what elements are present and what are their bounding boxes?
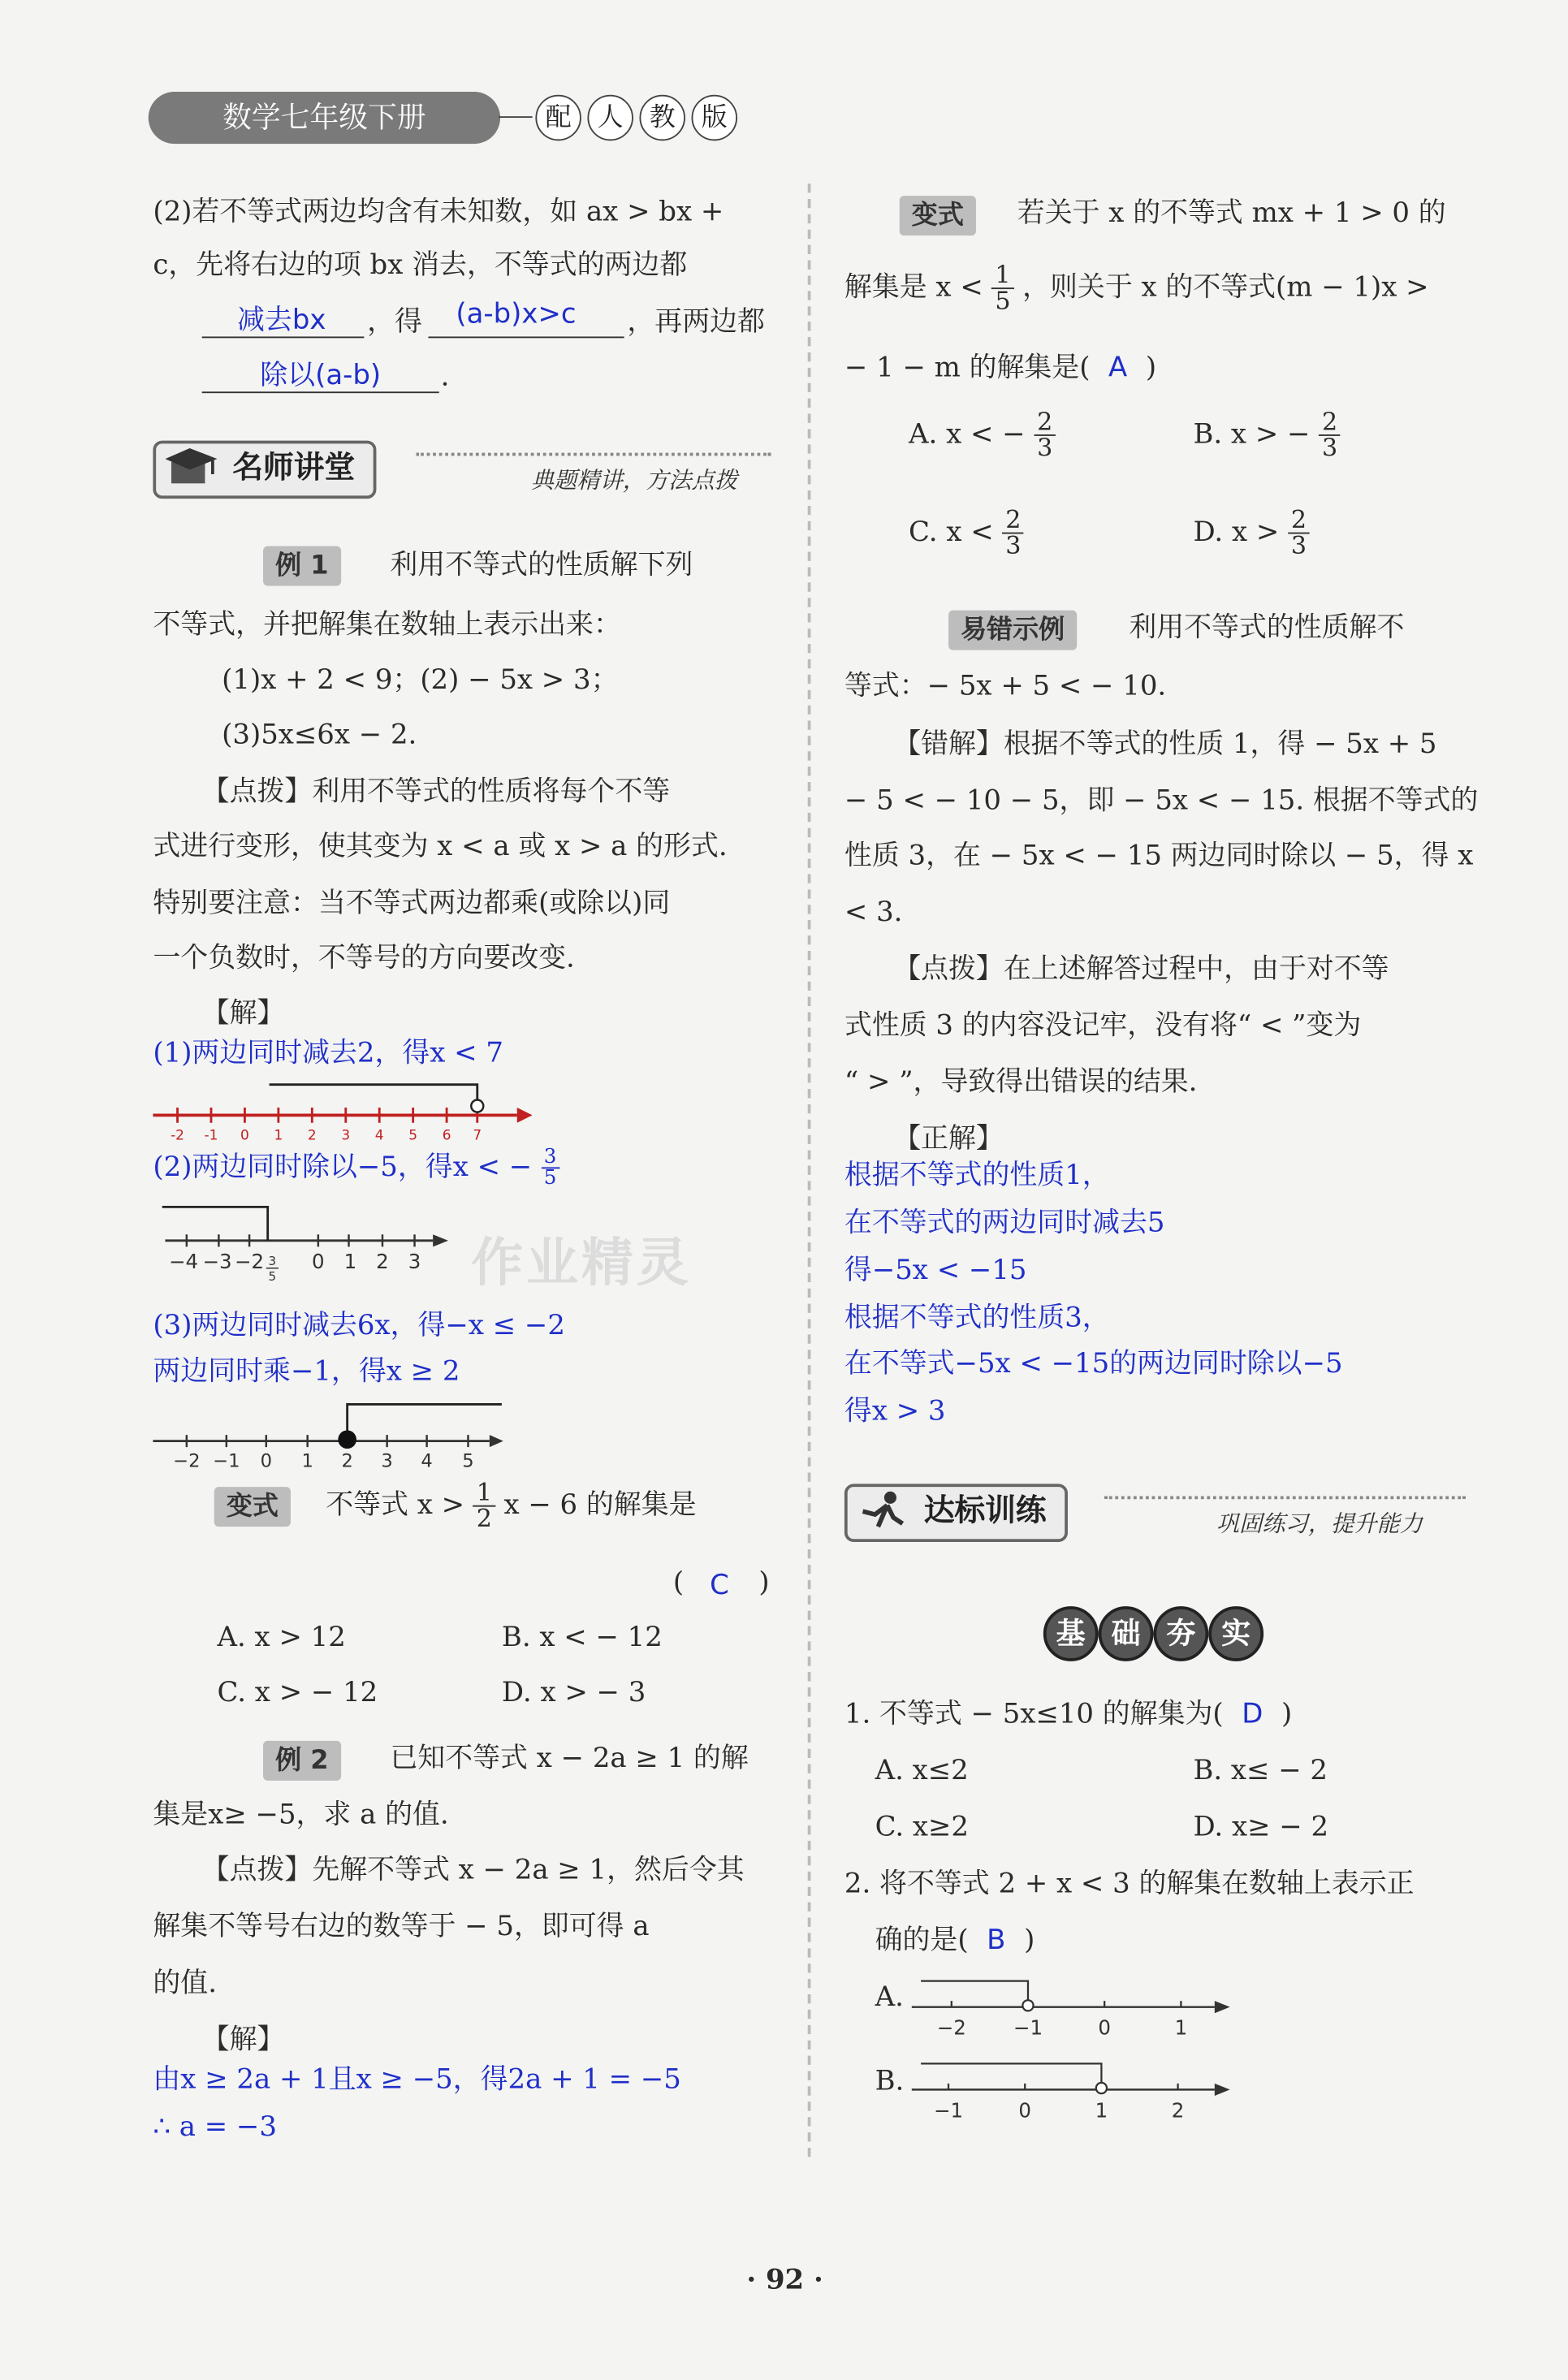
- question-1: 1. 不等式 − 5x≤10 的解集为( D ): [844, 1698, 1293, 1730]
- number-line-1: [150, 1075, 536, 1142]
- question-1-option-b: B. x≤ − 2: [1193, 1754, 1328, 1787]
- axisA-label-1: −1: [1013, 2015, 1043, 2040]
- column-divider: [808, 184, 811, 2157]
- mistake-tip-1: 【点拨】在上述解答过程中，由于对不等: [893, 952, 1389, 986]
- question-1-answer: D: [1242, 1698, 1263, 1730]
- example-1-line-4: (3)5x≤6x − 2.: [222, 719, 417, 751]
- header-connector: [499, 116, 532, 118]
- mistake-err-4: < 3.: [844, 896, 903, 929]
- mistake-err-2: − 5 < − 10 − 5，即 − 5x < − 15. 根据不等式的: [844, 784, 1479, 818]
- blank-answer-1: 减去bx: [237, 304, 326, 337]
- axisB-label-1: 0: [1018, 2098, 1032, 2123]
- mistake-badge: 易错示例: [948, 611, 1077, 650]
- axis2-label-0: −4: [169, 1249, 199, 1273]
- mistake-fix-1: 根据不等式的性质1，: [844, 1159, 1110, 1192]
- variant-2-option-d: D. x > $\frac{2}{3}$: [1193, 508, 1309, 558]
- variant-1-q-post: x − 6 的解集是: [503, 1488, 697, 1522]
- example-1-answer-3b: 两边同时乘−1，得x ≥ 2: [153, 1355, 460, 1388]
- watermark: 作业精灵: [471, 1233, 692, 1294]
- example-2-line-2: 集是x≥ −5，求 a 的值.: [153, 1799, 449, 1832]
- axis3-label-1: −1: [213, 1450, 240, 1472]
- variant-2-line-2-pre: 解集是 x <: [844, 271, 983, 304]
- example-1-line-1: 利用不等式的性质解下列: [390, 549, 693, 581]
- mistake-fix-3: 得−5x < −15: [844, 1254, 1027, 1287]
- mistake-line-2: 等式：− 5x + 5 < − 10.: [844, 670, 1167, 702]
- graduation-cap-icon: [165, 447, 220, 486]
- axis1-label-7: 5: [408, 1126, 418, 1143]
- axis2-label-3: 0: [312, 1249, 325, 1273]
- variant-1-fraction: $\frac{1}{2}$: [473, 1481, 495, 1531]
- variant-2-line-3: − 1 − m 的解集是( A ): [844, 352, 1157, 384]
- example-1-answer-2: [153, 1147, 559, 1189]
- axis3-label-5: 3: [381, 1450, 393, 1472]
- number-line-3: [150, 1395, 505, 1471]
- axis1-label-9: 7: [473, 1126, 482, 1143]
- intro-line-2: c，先将右边的项 bx 消去，不等式的两边都: [153, 249, 688, 282]
- basics-char-2: 础: [1099, 1606, 1154, 1661]
- variant-1-q-pre: 不等式 x >: [326, 1488, 465, 1522]
- axisB-label-2: 1: [1095, 2098, 1108, 2123]
- axisA-label-3: 1: [1174, 2015, 1188, 2040]
- variant-2-line-1: 若关于 x 的不等式 mx + 1 > 0 的: [1017, 197, 1446, 230]
- axis3-label-2: 0: [260, 1450, 272, 1472]
- axis3-label-0: −2: [173, 1450, 201, 1472]
- intro-sep-2: ，再两边都: [627, 305, 765, 339]
- runner-icon: [857, 1490, 912, 1530]
- example-1-tip-2: 式进行变形，使其变为 x < a 或 x > a 的形式.: [153, 830, 728, 863]
- axisA-label-0: −2: [936, 2015, 966, 2040]
- variant-1-question: [326, 1477, 697, 1533]
- axis2-label-1: −3: [202, 1249, 232, 1273]
- variant-1-option-b: B. x < − 12: [501, 1621, 663, 1654]
- axisA-label-2: 0: [1098, 2015, 1111, 2040]
- mistake-err-1: 【错解】根据不等式的性质 1，得 − 5x + 5: [893, 728, 1437, 761]
- example-1-badge: 例 1: [263, 546, 341, 586]
- section-dotline: [416, 453, 771, 456]
- mistake-tip-3: “ > ”，导致得出错误的结果.: [844, 1066, 1198, 1099]
- axis3-label-3: 1: [301, 1450, 313, 1472]
- axis1-label-0: -2: [171, 1126, 184, 1143]
- axis2-frac-num: 3: [268, 1253, 277, 1268]
- variant-1-paren-r: ): [758, 1566, 770, 1599]
- question-2-number-line-a: [909, 1973, 1233, 2044]
- section-famous-teacher: [153, 441, 376, 499]
- example-1-tip-4: 一个负数时，不等号的方向要改变.: [153, 942, 575, 975]
- axis1-label-6: 4: [374, 1126, 384, 1143]
- example-1-solution-label: 【解】: [201, 997, 285, 1030]
- axis2-label-5: 2: [376, 1249, 389, 1273]
- basics-char-1: 基: [1043, 1606, 1099, 1661]
- section-2-title: 达标训练: [923, 1491, 1047, 1529]
- mistake-fix-6: 得x > 3: [844, 1395, 946, 1428]
- page-number: · 92 ·: [746, 2264, 823, 2296]
- basics-char-4: 实: [1208, 1606, 1263, 1661]
- answer-2-fraction: $\frac{3}{5}$: [541, 1147, 559, 1189]
- axis2-frac-den: 5: [268, 1268, 277, 1284]
- question-2-line-1: 2. 将不等式 2 + x < 3 的解集在数轴上表示正: [844, 1868, 1415, 1900]
- example-1-tip-1: 【点拨】利用不等式的性质将每个不等: [201, 775, 671, 808]
- section-2-dotline: [1104, 1496, 1466, 1499]
- example-2-answer-1: 由x ≥ 2a + 1且x ≥ −5，得2a + 1 = −5: [153, 2063, 681, 2096]
- axisB-label-0: −1: [933, 2098, 964, 2123]
- axis3-label-7: 5: [462, 1450, 474, 1472]
- example-2-answer-2: ∴ a = −3: [153, 2110, 277, 2144]
- example-2-tip-3: 的值.: [153, 1967, 218, 2000]
- variant-2-fraction: $\frac{1}{5}$: [992, 263, 1014, 313]
- mistake-line-1: 利用不等式的性质解不: [1129, 611, 1405, 645]
- variant-2-option-b: B. x > − $\frac{2}{3}$: [1193, 410, 1341, 460]
- book-title-badge: 数学七年级下册: [149, 92, 500, 144]
- variant-2-badge: 变式: [900, 196, 976, 235]
- blank-answer-3: 除以(a-b): [260, 359, 382, 392]
- edition-char-2: 人: [587, 95, 633, 141]
- example-2-tip-1: 【点拨】先解不等式 x − 2a ≥ 1，然后令其: [201, 1854, 745, 1886]
- variant-1-option-c: C. x > − 12: [217, 1676, 378, 1709]
- example-1-answer-1: (1)两边同时减去2，得x < 7: [153, 1037, 503, 1069]
- intro-end: .: [440, 361, 450, 394]
- question-2-line-2: 确的是( B ): [875, 1924, 1035, 1957]
- mistake-tip-2: 式性质 3 的内容没记牢，没有将“ < ”变为: [844, 1009, 1362, 1042]
- axis1-label-4: 2: [307, 1126, 317, 1143]
- variant-1-option-a: A. x > 12: [217, 1621, 346, 1654]
- axis3-label-6: 4: [421, 1450, 433, 1472]
- mistake-fix-5: 在不等式−5x < −15的两边同时除以−5: [844, 1347, 1343, 1380]
- question-2-number-line-b: [909, 2056, 1233, 2127]
- axis2-label-6: 3: [408, 1249, 421, 1273]
- mistake-err-3: 性质 3，在 − 5x < − 15 两边同时除以 − 5，得 x: [844, 840, 1474, 872]
- variant-2-line-2: [844, 260, 1429, 316]
- question-2-option-b-label: B.: [875, 2065, 905, 2097]
- basics-char-3: 夯: [1153, 1606, 1208, 1661]
- axis1-label-2: 0: [240, 1126, 249, 1143]
- axis1-label-8: 6: [442, 1126, 451, 1143]
- section-standard-training: [844, 1484, 1068, 1542]
- question-1-option-c: C. x≥2: [875, 1811, 970, 1844]
- blank-answer-2: (a-b)x>c: [456, 298, 577, 330]
- axis2-label-2: −2: [235, 1249, 265, 1273]
- answer-2-text: (2)两边同时除以−5，得x < −: [153, 1151, 533, 1184]
- axis3-label-4: 2: [341, 1450, 353, 1472]
- example-1-line-3: (1)x + 2 < 9；(2) − 5x > 3；: [222, 663, 619, 697]
- example-2-badge: 例 2: [263, 1741, 341, 1781]
- edition-char-1: 配: [535, 95, 581, 141]
- example-1-tip-3: 特别要注意：当不等式两边都乘(或除以)同: [153, 887, 671, 920]
- example-2-line-1: 已知不等式 x − 2a ≥ 1 的解: [390, 1742, 749, 1775]
- section-title: 名师讲堂: [232, 447, 356, 486]
- number-line-2: [150, 1201, 456, 1296]
- mistake-fix-4: 根据不等式的性质3，: [844, 1302, 1110, 1334]
- variant-2-option-c: C. x < $\frac{2}{3}$: [909, 508, 1024, 558]
- example-2-solution-label: 【解】: [201, 2024, 285, 2056]
- example-1-answer-3: (3)两边同时减去6x，得−x ≤ −2: [153, 1309, 565, 1342]
- variant-1-paren-l: (: [672, 1566, 685, 1599]
- section-2-note: 巩固练习，提升能力: [1216, 1510, 1423, 1538]
- axis2-label-4: 1: [343, 1249, 357, 1273]
- variant-2-answer: A: [1108, 352, 1128, 384]
- variant-1-answer: C: [710, 1569, 729, 1602]
- variant-2-line-2-post: ，则关于 x 的不等式(m − 1)x >: [1022, 271, 1429, 304]
- question-2-option-a-label: A.: [875, 1980, 904, 2014]
- axis1-label-5: 3: [341, 1126, 351, 1143]
- question-1-option-a: A. x≤2: [875, 1754, 969, 1787]
- question-1-option-d: D. x≥ − 2: [1193, 1811, 1329, 1844]
- edition-char-4: 版: [692, 95, 738, 141]
- question-2-answer: B: [987, 1924, 1006, 1957]
- mistake-fix-label: 【正解】: [893, 1122, 1004, 1155]
- intro-line-1: (2)若不等式两边均含有未知数，如 ax > bx +: [153, 196, 724, 228]
- section-note: 典题精讲，方法点拨: [530, 466, 738, 495]
- edition-char-3: 教: [639, 95, 685, 141]
- intro-sep-1: ，得: [367, 305, 422, 339]
- example-1-line-2: 不等式，并把解集在数轴上表示出来：: [153, 608, 621, 641]
- variant-1-option-d: D. x > − 3: [501, 1676, 646, 1709]
- variant-2-option-a: A. x < − $\frac{2}{3}$: [909, 410, 1056, 460]
- axisB-label-3: 2: [1171, 2098, 1185, 2123]
- variant-1-badge: 变式: [214, 1487, 291, 1527]
- blank-line-2: [428, 336, 624, 338]
- mistake-fix-2: 在不等式的两边同时减去5: [844, 1207, 1165, 1239]
- example-2-tip-2: 解集不等号右边的数等于 − 5，即可得 a: [153, 1910, 650, 1943]
- axis1-label-1: -1: [204, 1126, 218, 1143]
- axis1-label-3: 1: [274, 1126, 283, 1143]
